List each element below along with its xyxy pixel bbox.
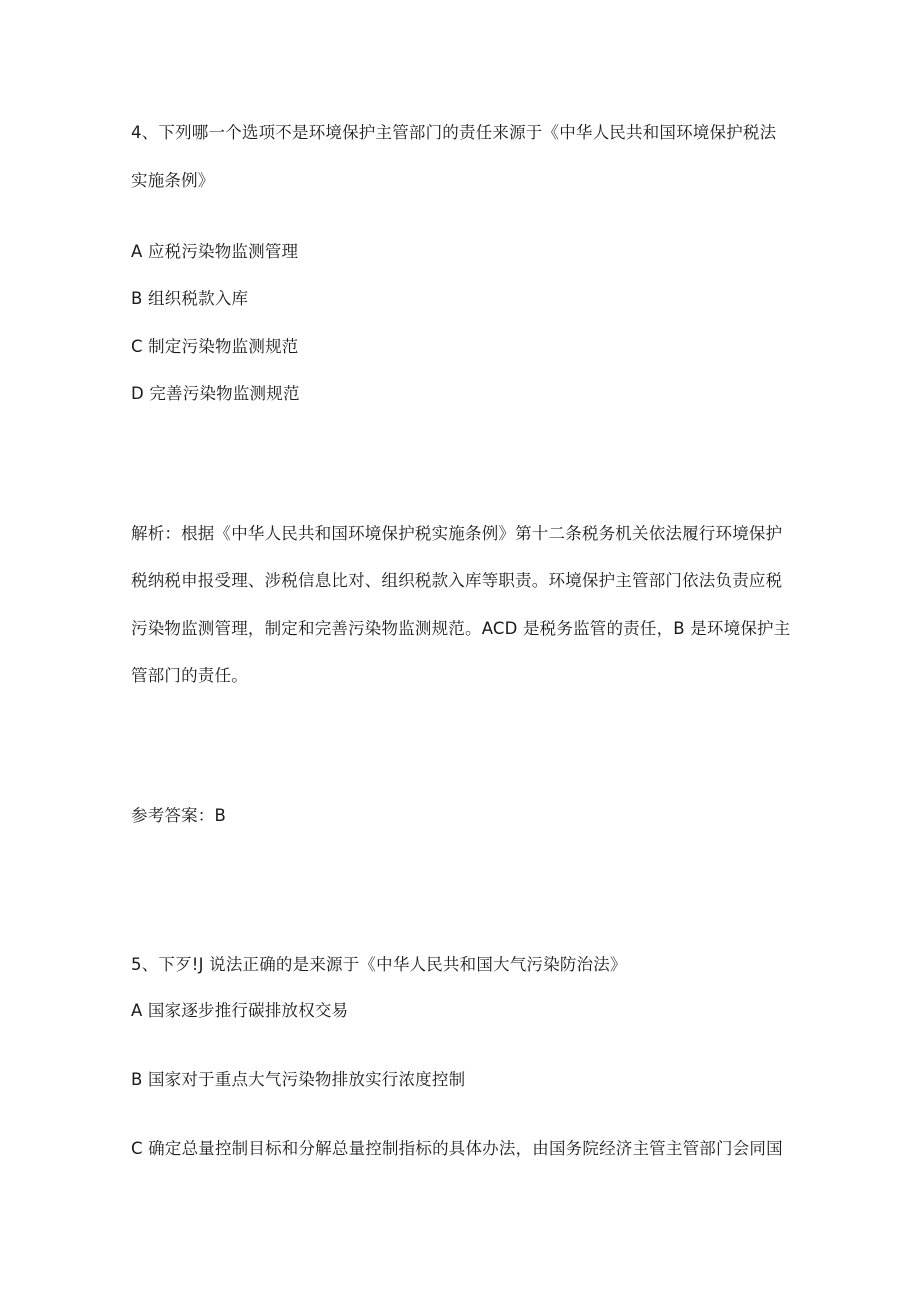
question-4-analysis-line-1: 解析：根据《中华人民共和国环境保护税实施条例》第十二条税务机关依法履行环境保护 bbox=[131, 524, 783, 543]
question-4-stem-line-2: 实施条例》 bbox=[131, 171, 215, 190]
question-5-option-a: A 国家逐步推行碳排放权交易 bbox=[131, 1001, 349, 1020]
question-4-option-d: D 完善污染物监测规范 bbox=[131, 384, 300, 403]
question-4-option-b: B 组织税款入库 bbox=[131, 289, 249, 308]
question-4-stem-line-1: 4、下列哪一个选项不是环境保护主管部门的责任来源于《中华人民共和国环境保护税法 bbox=[131, 123, 777, 142]
question-4-option-c: C 制定污染物监测规范 bbox=[131, 337, 299, 356]
question-4-analysis-line-4: 管部门的责任。 bbox=[131, 666, 248, 685]
question-5-option-c: C 确定总量控制目标和分解总量控制指标的具体办法，由国务院经济主管主管部门会同国 bbox=[131, 1139, 783, 1158]
question-4-answer: 参考答案：B bbox=[131, 806, 227, 825]
question-4-option-a: A 应税污染物监测管理 bbox=[131, 242, 299, 261]
question-4-analysis-line-3: 污染物监测管理，制定和完善污染物监测规范。ACD 是税务监管的责任，B 是环境保护主 bbox=[131, 619, 791, 638]
question-5-stem: 5、下歹!J 说法正确的是来源于《中华人民共和国大气污染防治法》 bbox=[131, 955, 627, 974]
question-4-analysis-line-2: 税纳税申报受理、涉税信息比对、组织税款入库等职责。环境保护主管部门依法负责应税 bbox=[131, 571, 783, 590]
question-5-option-b: B 国家对于重点大气污染物排放实行浓度控制 bbox=[131, 1070, 466, 1089]
